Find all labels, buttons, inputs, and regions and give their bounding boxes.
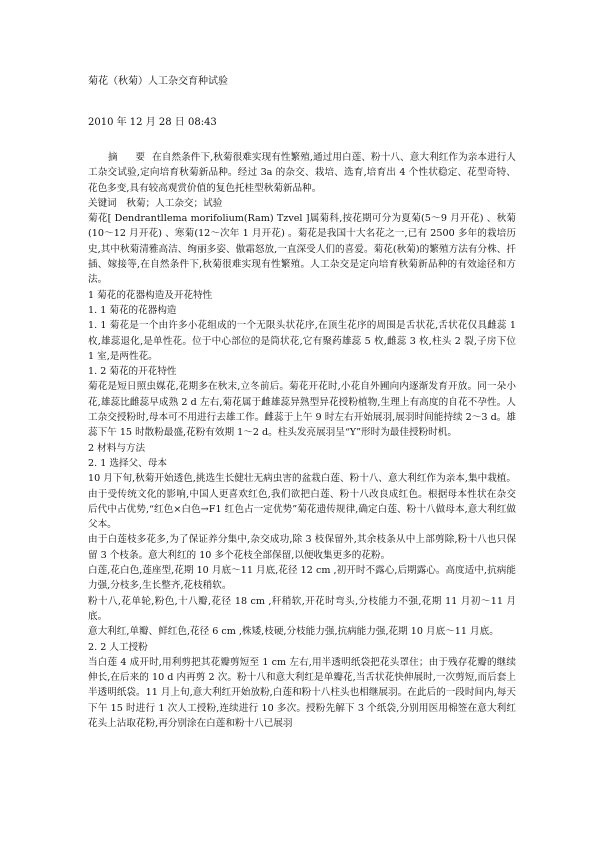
paragraph-yidalihong: 意大利红,单瓣、鲜红色,花径 6 cm ,株矮,枝硬,分枝能力强,抗病能力强,花期 10 月底～11 月底。 xyxy=(88,626,499,638)
paragraph-flowering: 菊花是短日照虫媒花,花期多在秋末,立冬前后。菊花开花时,小花自外圃向内逐渐发育开放。同一朵小花,雄蕊比雌蕊早成熟 2 d 左右,菊花属于雌雄蕊异熟型异花授粉植物,生理上有高度的自花不孕性。人工杂交授粉时,母本可不用进行去雄工作。雌蕊于上午 9 时左右开始展羽,展羽时间能持续 2～3 d。雄蕊下午 15 时散粉最盛,花粉有效期 1～2 d。柱头发亮展羽呈“Y”形时为最佳授粉时机。 xyxy=(88,381,516,439)
paragraph-pollination: 当白莲 4 成开时,用利剪把其花瓣剪短至 1 cm 左右,用半透明纸袋把花头罩住；由于残存花瓣的继续伸长,在后来的 10 d 内再剪 2 次。粉十八和意大利红是单瓣花,当舌状花快伸展时,一次剪短,而后套上半透明纸袋。11 月上旬,意大利红开始放粉,白莲和粉十八柱头也相继展羽。在此后的一段时间内,每天下午 15 时进行 1 次人工授粉,连续进行 10 多次。授粉先解下 3 个纸袋,分别用医用棉签在意大利红花头上沾取花粉,再分别涂在白莲和粉十八已展羽 xyxy=(88,656,516,729)
subsection-heading-1-2: 1. 2 菊花的开花特性 xyxy=(88,366,177,378)
section-heading-2: 2 材料与方法 xyxy=(88,442,146,454)
abstract-text: 在自然条件下,秋菊很难实现有性繁殖,通过用白莲、粉十八、意大利红作为亲本进行人工杂交试验,定向培育秋菊新品种。经过 3a 的杂交、栽培、选育,培育出 4 个性状稳定、花型奇特、花色多变,具有较高观赏价值的复色托桂型秋菊新品种。 xyxy=(88,152,516,194)
subsection-heading-2-1: 2. 1 选择父、母本 xyxy=(88,457,167,469)
article-date: 2010 年 12 月 28 日 08:43 xyxy=(88,117,217,128)
paragraph-parent-selection: 10 月下旬,秋菊开始透色,挑选生长健壮无病虫害的盆栽白莲、粉十八、意大利红作为亲本,集中栽植。由于受传统文化的影响,中国人更喜欢红色,我们欲把白莲、粉十八改良成红色。根据母本性状在杂交后代中占优势,“红色×白色→F1 红色占一定优势”菊花遗传规律,确定白莲、粉十八做母本,意大利红做父本。 xyxy=(88,473,516,531)
abstract-paragraph xyxy=(88,150,516,196)
paragraph-bailian: 白莲,花白色,莲座型,花期 10 月底～11 月底,花径 12 cm ,初开时不露心,后期露心。高度适中,抗病能力强,分枝多,生长整齐,花枝稍软。 xyxy=(88,565,516,592)
paragraph-flower-structure: 1. 1 菊花是一个由许多小花组成的一个无限头状花序,在顶生花序的周围是舌状花,舌状花仅具雌蕊 1 枚,雄蕊退化,是单性花。位于中心部位的是筒状花,它有聚药雄蕊 5 枚,雌蕊 3 枚,柱头 2 裂,子房下位 1 室,是两性花。 xyxy=(88,320,516,362)
article-body xyxy=(88,150,516,731)
paragraph-fenshiba: 粉十八,花单轮,粉色,十八瓣,花径 18 cm ,秆稍软,开花时弯头,分枝能力不强,花期 11 月初～11 月底。 xyxy=(88,595,516,622)
intro-paragraph: 菊花[ Dendrantllema morifolium(Ram) Tzvel ]属菊科,按花期可分为夏菊(5～9 月开花) 、秋菊(10～12 月开花) 、寒菊(12～次年 1 月开花) 。菊花是我国十大名花之一,已有 2500 多年的栽培历史,其中秋菊清雅高洁、绚丽多姿、傲霜怒放,一直深受人们的喜爱。菊花(秋菊)的繁殖方法有分株、扦插、嫁接等,在自然条件下,秋菊很难实现有性繁殖。人工杂交是定向培育秋菊新品种的有效途径和方法。 xyxy=(88,213,516,286)
section-heading-1: 1 菊花的花器构造及开花特性 xyxy=(88,289,213,301)
abstract-label: 摘 要 xyxy=(108,152,150,163)
subsection-heading-2-2: 2. 2 人工授粉 xyxy=(88,641,148,653)
document-page xyxy=(88,72,516,731)
article-title: 菊花（秋菊）人工杂交育种试验 xyxy=(88,76,228,87)
paragraph-pruning: 由于白莲枝多花多,为了保证养分集中,杂交成功,除 3 枝保留外,其余枝条从中上部剪除,粉十八也只保留 3 个枝条。意大利红的 10 多个花枝全部保留,以便收集更多的花粉。 xyxy=(88,534,516,561)
keywords-line: 关键词 秋菊；人工杂交；试验 xyxy=(88,197,223,209)
subsection-heading-1-1: 1. 1 菊花的花器构造 xyxy=(88,304,177,316)
